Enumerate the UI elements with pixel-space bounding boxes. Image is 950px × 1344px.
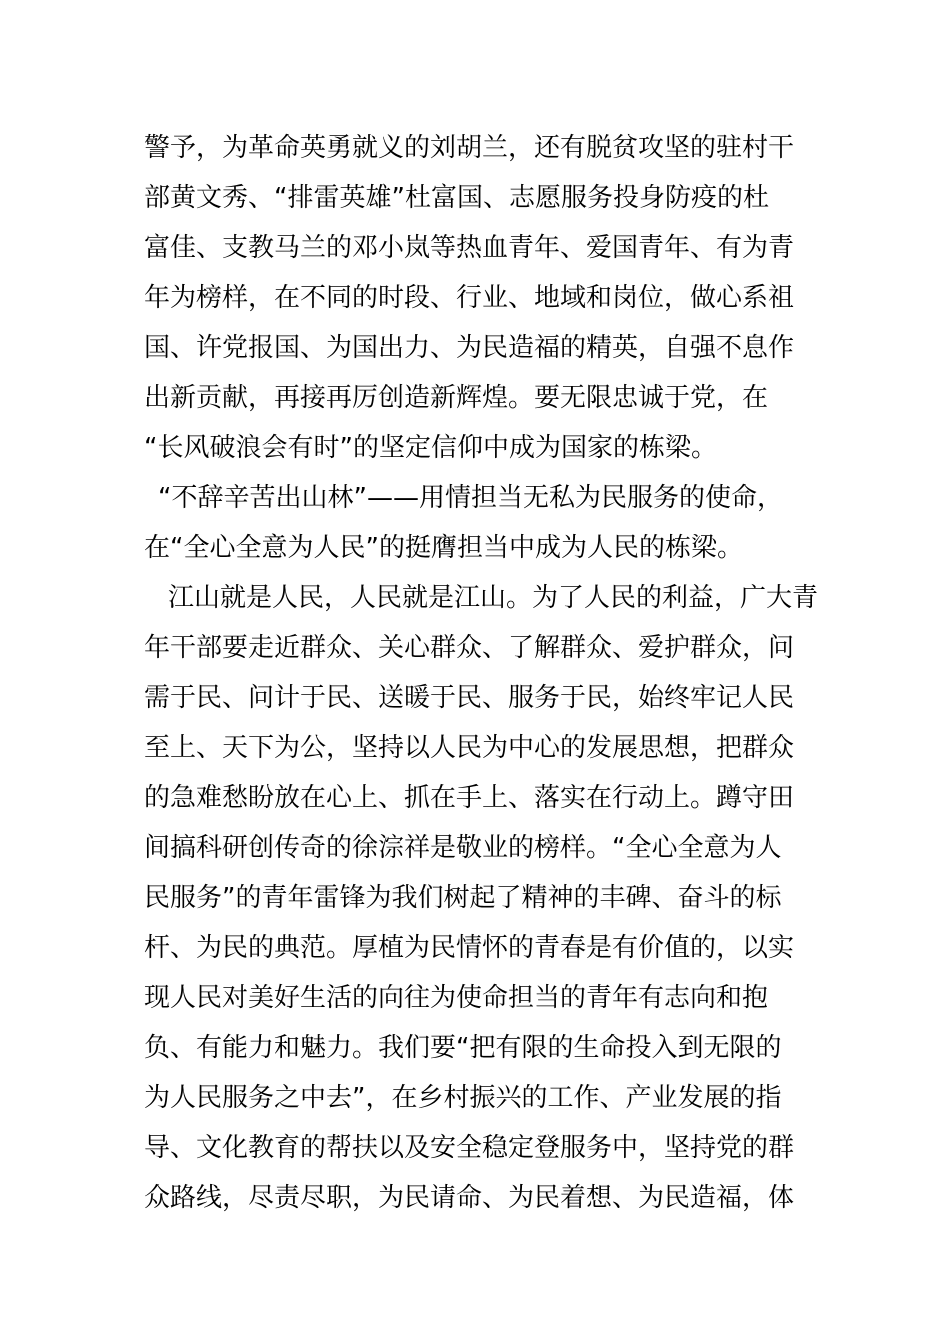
- text-line: 杆、为民的典范。厚植为民情怀的青春是有价值的，以实: [144, 933, 795, 963]
- text-line: 需于民、问计于民、送暖于民、服务于民，始终牢记人民: [144, 683, 795, 713]
- text-line: 出新贡献，再接再厉创造新辉煌。要无限忠诚于党，在: [144, 383, 769, 413]
- text-line: “不辞辛苦出山林”——用情担当无私为民服务的使命，: [158, 483, 783, 513]
- text-line: 的急难愁盼放在心上、抓在手上、落实在行动上。蹲守田: [144, 783, 795, 813]
- text-line: 江山就是人民，人民就是江山。为了人民的利益，广大青: [168, 583, 819, 613]
- text-line: 年干部要走近群众、关心群众、了解群众、爱护群众，问: [144, 633, 795, 663]
- text-line: 富佳、支教马兰的邓小岚等热血青年、爱国青年、有为青: [144, 233, 795, 263]
- text-line: 间搞科研创传奇的徐淙祥是敬业的榜样。“全心全意为人: [144, 833, 782, 863]
- text-line: 部黄文秀、“排雷英雄”杜富国、志愿服务投身防疫的杜: [144, 183, 769, 213]
- text-line: 为人民服务之中去”，在乡村振兴的工作、产业发展的指: [144, 1083, 782, 1113]
- text-line: 国、许党报国、为国出力、为民造福的精英，自强不息作: [144, 333, 795, 363]
- text-line: “长风破浪会有时”的坚定信仰中成为国家的栋梁。: [144, 433, 717, 463]
- text-line: 在“全心全意为人民”的挺膺担当中成为人民的栋梁。: [144, 533, 743, 563]
- text-line: 民服务”的青年雷锋为我们树起了精神的丰碑、奋斗的标: [144, 883, 782, 913]
- text-line: 年为榜样，在不同的时段、行业、地域和岗位，做心系祖: [144, 283, 795, 313]
- text-line: 现人民对美好生活的向往为使命担当的青年有志向和抱: [144, 983, 769, 1013]
- text-line: 负、有能力和魅力。我们要“把有限的生命投入到无限的: [144, 1033, 782, 1063]
- text-line: 导、文化教育的帮扶以及安全稳定登服务中，坚持党的群: [144, 1133, 795, 1163]
- text-line: 警予，为革命英勇就义的刘胡兰，还有脱贫攻坚的驻村干: [144, 133, 795, 163]
- text-line: 至上、天下为公，坚持以人民为中心的发展思想，把群众: [144, 733, 795, 763]
- text-line: 众路线，尽责尽职，为民请命、为民着想、为民造福，体: [144, 1183, 795, 1213]
